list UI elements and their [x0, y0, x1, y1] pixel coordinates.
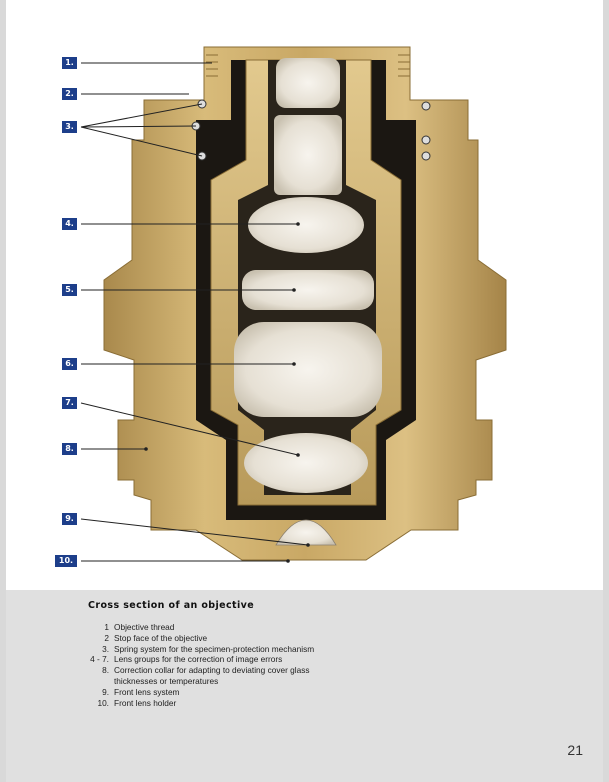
legend-item: [68, 676, 314, 687]
legend-item-text: Lens groups for the correction of image errors: [114, 654, 283, 665]
objective-cross-section-illustration: [6, 0, 603, 590]
legend-item: [68, 654, 314, 665]
callout-label-5: 5.: [62, 284, 77, 296]
caption-legend-list: [68, 622, 314, 708]
legend-item-number: 8.: [102, 665, 109, 676]
callout-label-1: 1.: [62, 57, 77, 69]
page-number: 21: [567, 742, 583, 758]
legend-item: [68, 687, 314, 698]
legend-item-number: 2: [104, 632, 109, 643]
legend-item: [68, 633, 314, 644]
callout-label-9: 9.: [62, 513, 77, 525]
legend-item: [68, 644, 314, 655]
objective-cross-section-figure: [6, 0, 603, 590]
callout-label-7: 7.: [62, 397, 77, 409]
legend-item-number: 1: [104, 622, 109, 632]
legend-item: [68, 665, 314, 676]
legend-item-text: Stop face of the objective: [114, 632, 208, 643]
legend-item-text: Front lens holder: [114, 697, 177, 708]
legend-item-text: Correction collar for adapting to deviating cover glass: [114, 665, 310, 676]
callout-label-3: 3.: [62, 121, 77, 133]
callout-label-6: 6.: [62, 358, 77, 370]
legend-item: [68, 698, 314, 709]
legend-item-number: 3.: [102, 643, 109, 654]
caption-title: Cross section of an objective: [88, 600, 255, 611]
callout-label-2: 2.: [62, 88, 77, 100]
legend-item-number: 4 - 7.: [90, 654, 109, 665]
legend-item-text: Front lens system: [114, 686, 180, 697]
legend-item-text: Spring system for the specimen-protection mechanism: [114, 643, 315, 654]
legend-item-number: 9.: [102, 686, 109, 697]
callout-label-8: 8.: [62, 443, 77, 455]
callout-label-10: 10.: [55, 555, 77, 567]
caption-panel: [6, 590, 603, 782]
legend-item-text: Objective thread: [114, 622, 175, 632]
legend-item-text: thicknesses or temperatures: [114, 675, 219, 686]
legend-item-number: 10.: [97, 697, 109, 708]
document-page: [6, 0, 603, 782]
legend-item: [68, 622, 314, 633]
callout-label-4: 4.: [62, 218, 77, 230]
